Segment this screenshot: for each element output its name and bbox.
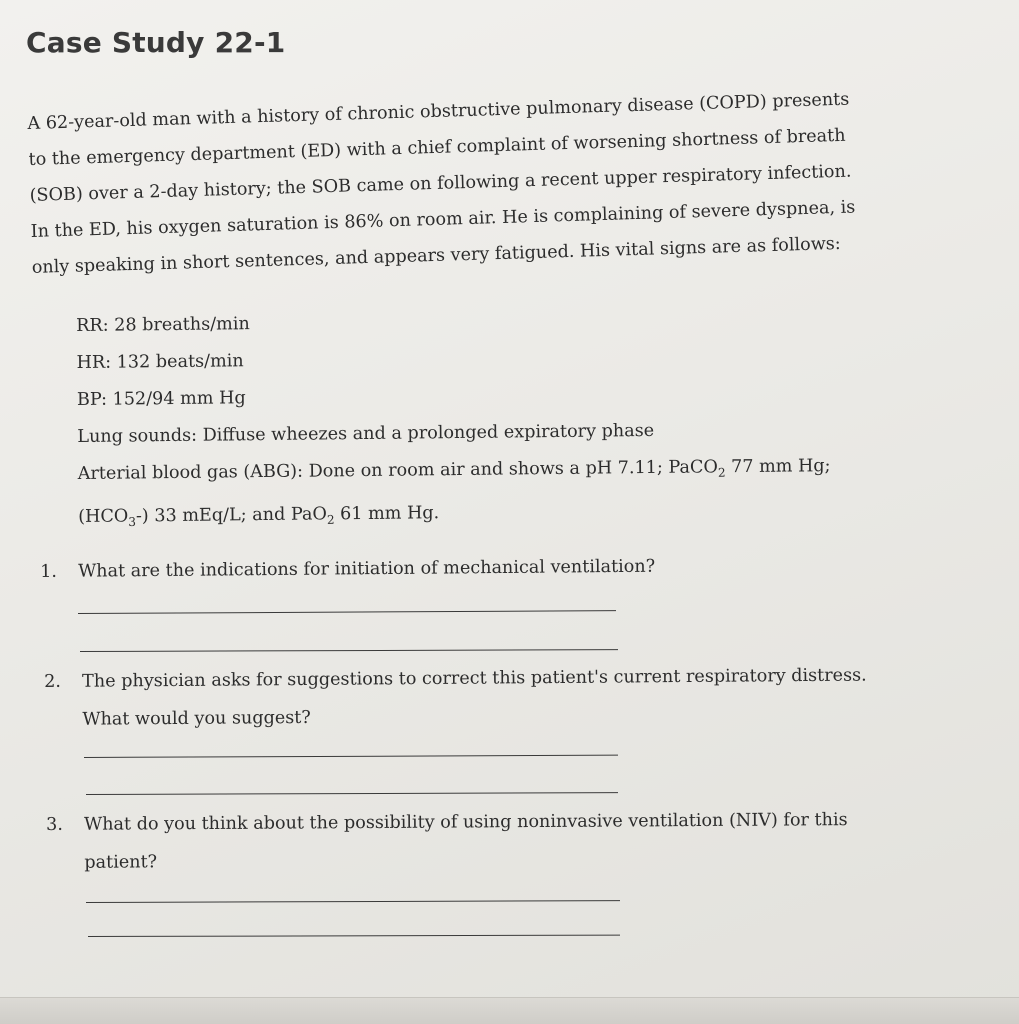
abg-text: 61 mm Hg.	[334, 502, 440, 524]
answer-line-q3-a[interactable]	[86, 900, 620, 903]
vital-abg-continued	[78, 489, 978, 541]
case-description-line: (SOB) over a 2-day history; the SOB came on following a recent upper respiratory infection.	[29, 161, 852, 206]
answer-line-q1-b[interactable]	[80, 649, 618, 652]
abg-text: -) 33 mEq/L; and PaO	[135, 503, 327, 526]
vital-rr: RR: 28 breaths/min	[76, 314, 250, 336]
abg-subscript: 3	[128, 514, 137, 529]
case-description	[27, 77, 997, 286]
question-3	[46, 801, 848, 882]
question-text: What are the indications for initiation of mechanical ventilation?	[78, 556, 656, 582]
question-text: The physician asks for suggestions to correct this patient's current respiratory distress.	[82, 665, 867, 692]
answer-line-q3-b[interactable]	[88, 935, 620, 937]
case-description-line: In the ED, his oxygen saturation is 86% on room air. He is complaining of severe dyspnea, is	[30, 197, 856, 242]
question-text: What do you think about the possibility of using noninvasive ventilation (NIV) for this	[84, 810, 848, 835]
question-number: 1.	[40, 561, 58, 582]
abg-subscript: 2	[326, 512, 335, 527]
vital-bp: BP: 152/94 mm Hg	[76, 388, 246, 410]
question-number: 3.	[46, 814, 63, 835]
abg-subscript: 2	[717, 465, 726, 480]
vital-lung-sounds: Lung sounds: Diffuse wheezes and a prolonged expiratory phase	[77, 420, 655, 447]
answer-line-q2-a[interactable]	[84, 755, 618, 758]
page-title: Case Study 22-1	[26, 26, 286, 59]
question-number: 2.	[44, 671, 62, 692]
case-description-line: to the emergency department (ED) with a chief complaint of worsening shortness of breath	[28, 125, 846, 170]
case-description-line: only speaking in short sentences, and appears very fatigued. His vital signs are as follows:	[31, 233, 841, 278]
case-description-line: A 62-year-old man with a history of chronic obstructive pulmonary disease (COPD) presents	[27, 89, 850, 134]
question-text-continued: What would you suggest?	[82, 707, 311, 730]
answer-line-q1-a[interactable]	[78, 610, 616, 614]
abg-text: 77 mm Hg;	[725, 456, 831, 478]
question-2	[44, 657, 867, 739]
abg-text: Arterial blood gas (ABG): Done on room air and shows a pH 7.11; PaCO	[77, 457, 718, 484]
abg-text: (HCO	[78, 505, 129, 527]
vital-signs-list	[76, 299, 978, 541]
answer-line-q2-b[interactable]	[86, 792, 618, 795]
question-1	[40, 548, 655, 591]
page-bottom-edge	[0, 997, 1019, 1024]
question-text-continued: patient?	[84, 852, 158, 873]
vital-hr: HR: 132 beats/min	[76, 351, 244, 373]
